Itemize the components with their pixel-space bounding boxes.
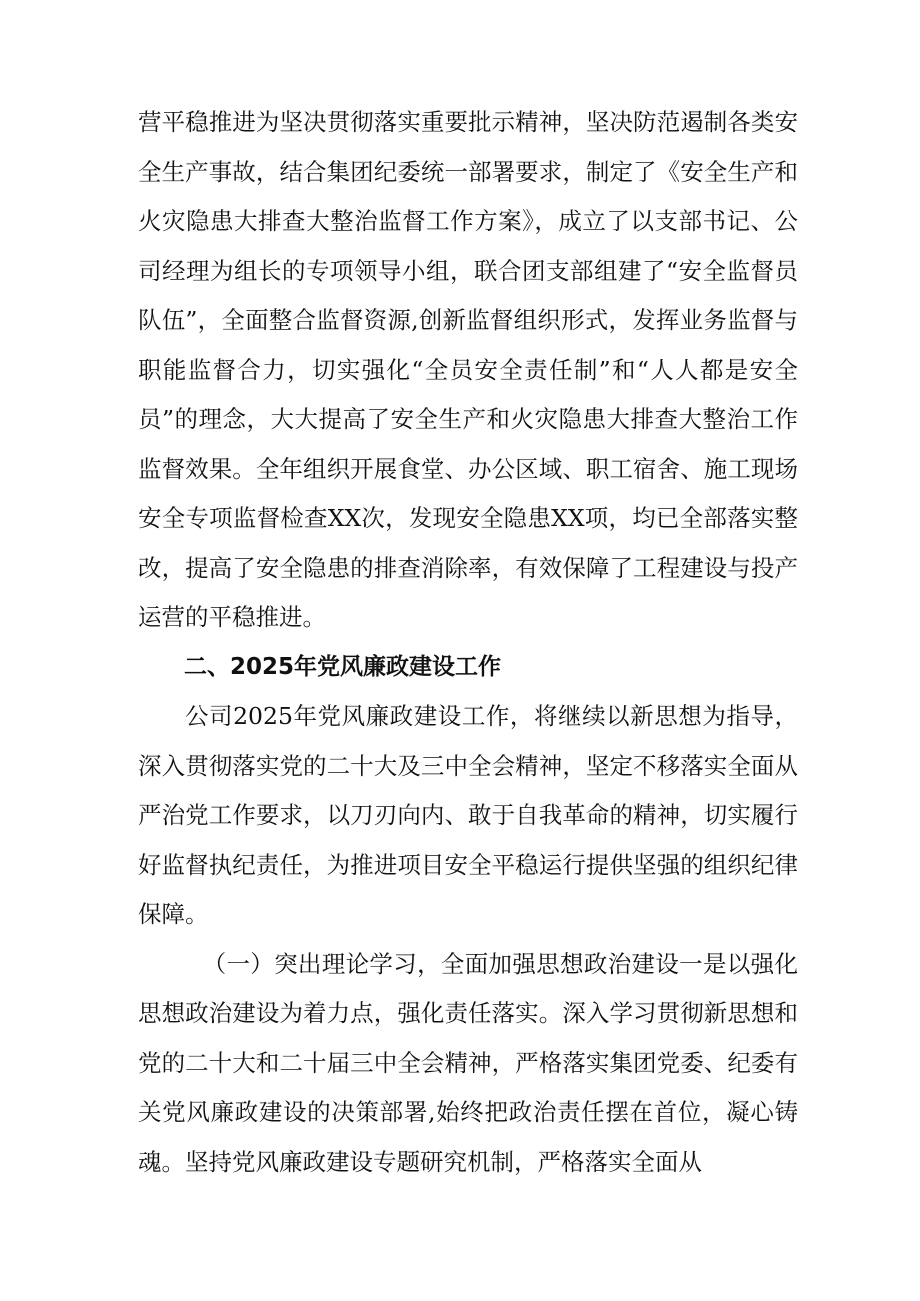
subsection-paragraph: （一）突出理论学习，全面加强思想政治建设一是以强化思想政治建设为着力点，强化责任落实。深入学习贯彻新思想和党的二十大和二十届三中全会精神，严格落实集团党委、纪委有关党风廉政建设的决策部署,始终把政治责任摆在首位，凝心铸魂。坚持党风廉政建设专题研究机制，严格落实全面从: [138, 949, 798, 1176]
section-heading: 二、2025年党风廉政建设工作: [184, 653, 502, 680]
body-paragraph: 公司2025年党风廉政建设工作，将继续以新思想为指导，深入贯彻落实党的二十大及三中全会精神，坚定不移落实全面从严治党工作要求，以刀刃向内、敢于自我革命的精神，切实履行好监督执纪责任，为推进项目安全平稳运行提供坚强的组织纪律保障。: [138, 702, 798, 928]
body-paragraph-continued: 营平稳推进为坚决贯彻落实重要批示精神，坚决防范遏制各类安全生产事故，结合集团纪委统一部署要求，制定了《安全生产和火灾隐患大排查大整治监督工作方案》，成立了以支部书记、公司经理为组长的专项领导小组，联合团支部组建了“安全监督员队伍”，全面整合监督资源,创新监督组织形式，发挥业务监督与职能监督合力，切实强化“全员安全责任制”和“人人都是安全员”的理念，大大提高了安全生产和火灾隐患大排查大整治工作监督效果。全年组织开展食堂、办公区域、职工宿舍、施工现场安全专项监督检查XX次，发现安全隐患XX项，均已全部落实整改，提高了安全隐患的排查消除率，有效保障了工程建设与投产运营的平稳推进。: [138, 108, 798, 631]
document-body: [138, 98, 798, 1187]
